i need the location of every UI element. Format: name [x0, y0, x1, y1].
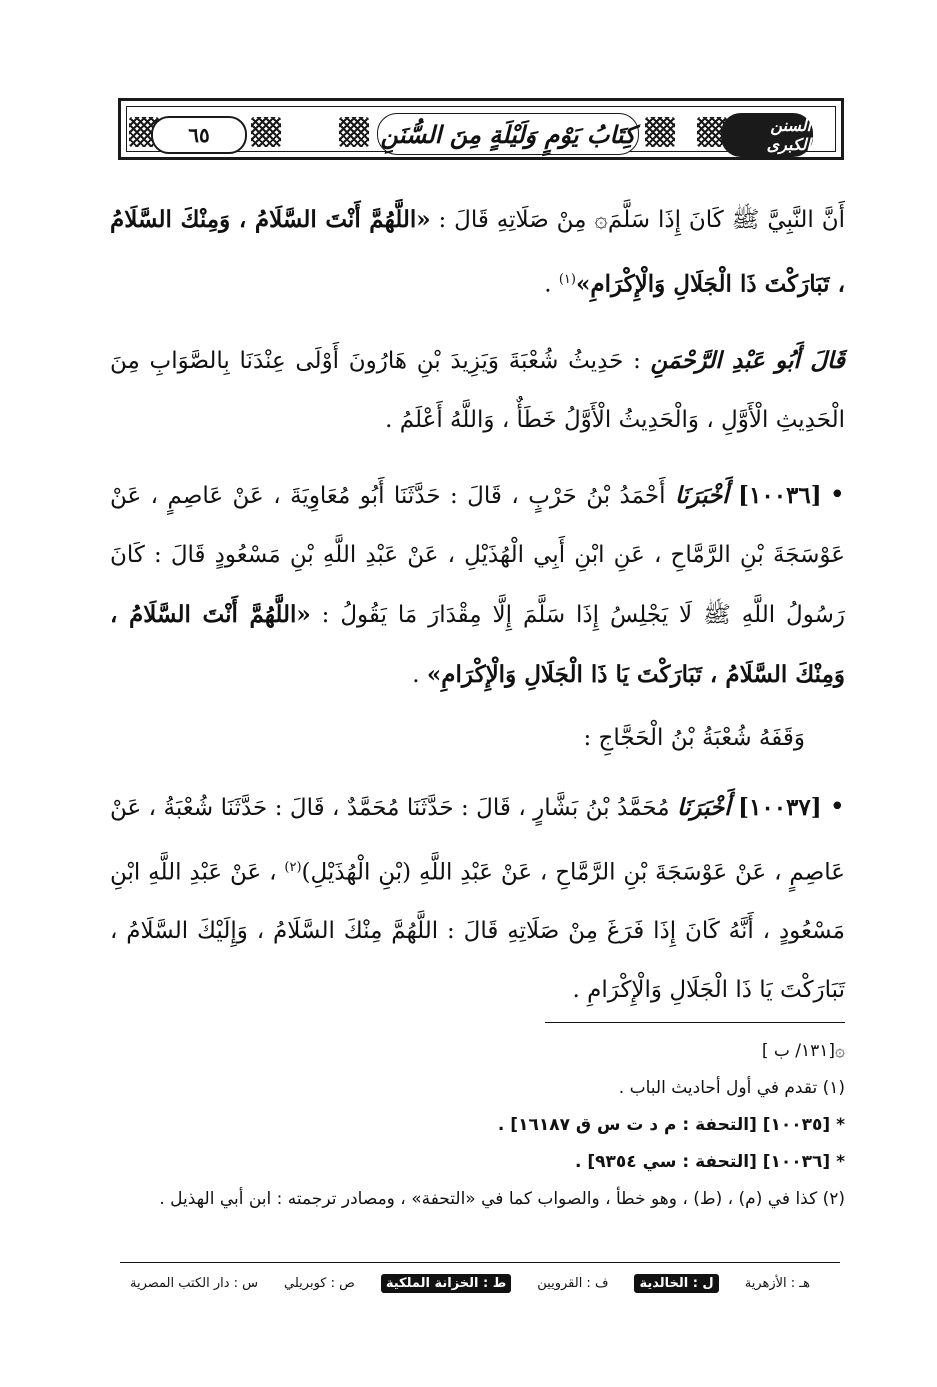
footnote-ref-1[interactable]: (١) — [558, 272, 576, 287]
bullet-icon — [822, 483, 845, 509]
footnote-item: (١) تقدم في أول أحاديث الباب . — [618, 1078, 845, 1098]
header-frame — [126, 106, 836, 152]
footnote-item: (٢) كذا في (م) ، (ط) ، وهو خطأ ، والصواب كما في «التحفة» ، ومصادر ترجمته : ابن أبي الهذيل . — [159, 1189, 845, 1209]
manuscript-legend — [130, 1268, 835, 1298]
ornament-icon — [645, 117, 675, 147]
hadith-number: [١٠٠٣٧] — [738, 793, 822, 821]
ornament-icon — [251, 117, 281, 147]
book-seal-logo: السنن الكبرى — [721, 113, 813, 157]
footnote-item: * [١٠٠٣٥] [التحفة : م د ت س ق ١٦١٨٧] . — [497, 1115, 845, 1135]
akhbarana-label: أَخْبَرَنَا — [674, 481, 729, 509]
paragraph-2-text: : حَدِيثُ شُعْبَةَ وَيَزِيدَ بْنِ هَارُونَ أَوْلَى عِنْدَنَا بِالصَّوَابِ مِنَ الْحَدِيثِ الْأَوَّلِ ، وَالْحَدِيثُ الْأَوَّلُ خَطَأٌ ، وَاللَّهُ أَعْلَمُ . — [110, 347, 845, 433]
main-text — [110, 190, 845, 1020]
footnote-ref-2[interactable]: (٢) — [284, 859, 302, 875]
bullet-icon — [822, 795, 845, 821]
legend-item: ص : كوبريلي — [284, 1275, 355, 1291]
page-header — [118, 98, 844, 160]
ornament-icon — [339, 117, 369, 147]
hadith-10037 — [110, 778, 845, 1021]
hadith-text: مُحَمَّدُ بْنُ بَشَّارٍ ، قَالَ : حَدَّثَنَا مُحَمَّدٌ ، قَالَ : حَدَّثَنَا شُعْبَةُ ، عَنْ عَاصِمٍ ، عَنْ عَوْسَجَةَ بْنِ الرَّمَّاحِ ، عَنْ عَبْدِ اللَّهِ (بْنِ الْهُذَيْلِ) — [110, 794, 845, 886]
footnote-divider — [545, 1022, 845, 1023]
legend-item-highlight: ل : الخالدية — [634, 1274, 718, 1293]
legend-item: هـ : الأزهرية — [744, 1275, 810, 1291]
hadith-10036 — [110, 466, 845, 705]
hadith-number: [١٠٠٣٦] — [738, 481, 822, 509]
akhbarana-label: أَخْبَرَنَا — [677, 793, 731, 821]
page-number: ٦٥ — [151, 116, 247, 154]
legend-item: س : دار الكتب المصرية — [130, 1275, 259, 1291]
legend-item: ف : القرويين — [537, 1275, 609, 1291]
paragraph-4: وَقَفَهُ شُعْبَةُ بْنُ الْحَجَّاجِ : — [583, 724, 805, 751]
legend-divider — [120, 1262, 840, 1263]
paragraph-1 — [110, 190, 845, 315]
footnote-item: ۞[١٣١/ ب ] — [761, 1041, 845, 1061]
footnotes — [110, 1033, 845, 1218]
legend-item-highlight: ط : الخزانة الملكية — [381, 1274, 511, 1293]
hadith-quote: «اللَّهُمَّ أَنْتَ السَّلَامُ ، وَمِنْكَ السَّلَامُ ، تَبَارَكْتَ يَا ذَا الْجَلَالِ وَالْإِكْرَامِ» — [110, 600, 845, 688]
hadith-end: . — [412, 661, 427, 688]
paragraph-1-end: . — [544, 271, 559, 298]
paragraph-2 — [110, 331, 845, 450]
paragraph-1-text: أَنَّ النَّبِيَّ ﷺ كَانَ إِذَا سَلَّمَ۞ مِنْ صَلَاتِهِ قَالَ : — [438, 207, 845, 233]
hadith-text: أَحْمَدُ بْنُ حَرْبٍ ، قَالَ : حَدَّثَنَا أَبُو مُعَاوِيَةَ ، عَنْ عَاصِمٍ ، عَنْ عَوْسَجَةَ بْنِ الرَّمَّاحِ ، عَنِ ابْنِ أَبِي الْهُذَيْلِ ، عَنْ عَبْدِ اللَّهِ بْنِ مَسْعُودٍ قَالَ : كَانَ رَسُولُ اللَّهِ ﷺ لَا يَجْلِسُ إِذَا سَلَّمَ إِلَّا مِقْدَارَ مَا يَقُولُ : — [110, 482, 845, 628]
hadith-text-continued: ، عَنْ عَبْدِ اللَّهِ ابْنِ مَسْعُودٍ ، أَنَّهُ كَانَ إِذَا فَرَغَ مِنْ صَلَاتِهِ قَالَ : اللَّهُمَّ مِنْكَ السَّلَامُ ، وَإِلَيْكَ السَّلَامُ ، تَبَارَكْتَ يَا ذَا الْجَلَالِ وَالْإِكْرَامِ . — [110, 859, 845, 1004]
book-title: كِتَابُ يَوْمٍ وَلَيْلَةٍ مِنَ السُّنَنِ — [377, 113, 639, 155]
paragraph-1-quote: «اللَّهُمَّ أَنْتَ السَّلَامُ ، وَمِنْكَ السَّلَامُ ، تَبَارَكْتَ ذَا الْجَلَالِ وَالْإِكْرَامِ» — [110, 206, 845, 298]
speaker-label: قَالَ أَبُو عَبْدِ الرَّحْمَنِ — [650, 346, 845, 374]
footnote-item: * [١٠٠٣٦] [التحفة : سي ٩٣٥٤] . — [574, 1152, 845, 1172]
